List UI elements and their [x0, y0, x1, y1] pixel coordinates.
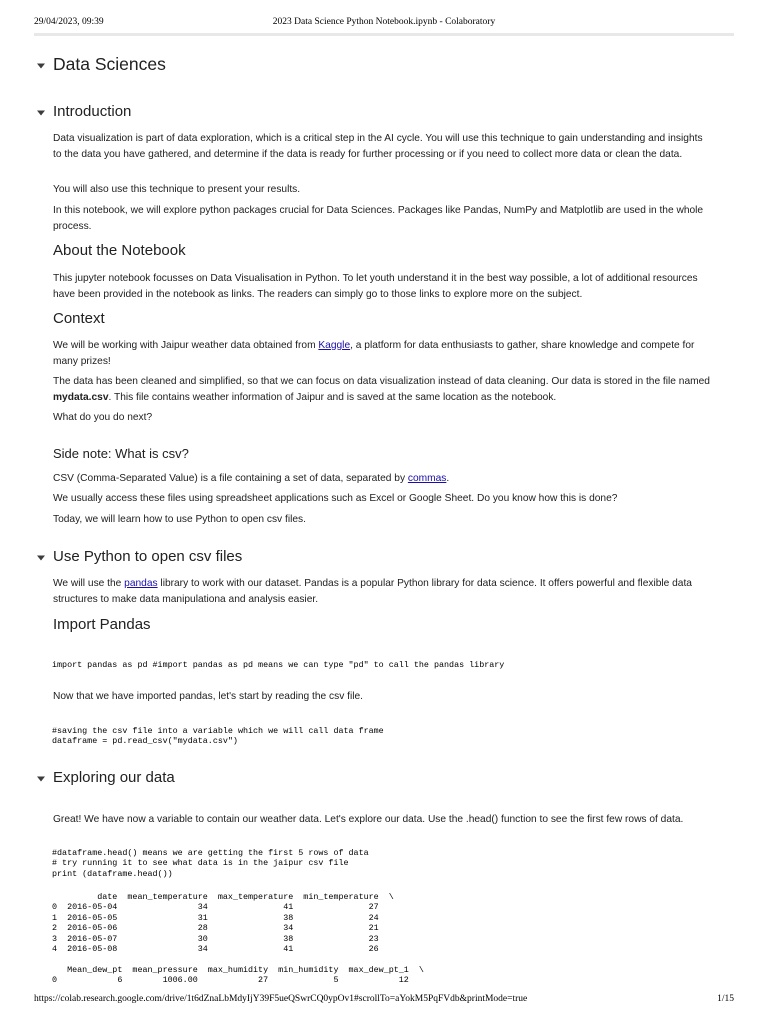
section-heading-introduction[interactable]: Introduction — [53, 103, 131, 120]
chevron-down-icon[interactable] — [37, 110, 45, 115]
chevron-down-icon[interactable] — [37, 555, 45, 560]
code-cell-read-csv[interactable]: #saving the csv file into a variable which we will call data frame dataframe = pd.read_csv("mydata.csv") — [52, 726, 384, 747]
side-note-paragraph-1: CSV (Comma-Separated Value) is a file containing a set of data, separated by commas. — [53, 473, 450, 484]
side-note-paragraph-3: Today, we will learn how to use Python to open csv files. — [53, 514, 306, 525]
heading-context: Context — [53, 310, 105, 327]
context-paragraph-1: We will be working with Jaipur weather data obtained from Kaggle, a platform for data enthusiasts to gather, share knowledge and compete for many prizes! — [53, 340, 695, 367]
kaggle-link[interactable]: Kaggle — [318, 340, 351, 351]
print-url: https://colab.research.google.com/drive/1t6dZnaLbMdyIjY39F5ueQSwrCQ0ypOv1#scrollTo=aYokM5PqFVdb&printMode=true — [34, 994, 528, 1004]
chevron-down-icon[interactable] — [37, 63, 45, 68]
introduction-paragraph-2: You will also use this technique to present your results. — [53, 184, 301, 195]
heading-import-pandas: Import Pandas — [53, 616, 151, 633]
import-pandas-paragraph: Now that we have imported pandas, let's start by reading the csv file. — [53, 691, 363, 702]
code-cell-head[interactable]: #dataframe.head() means we are getting the first 5 rows of data # try running it to see what data is in the jaipur csv file print (dataframe.head()) — [52, 848, 369, 879]
chevron-down-icon[interactable] — [37, 776, 45, 781]
exploring-paragraph: Great! We have now a variable to contain our weather data. Let's explore our data. Use the .head() function to see the first few rows of data. — [53, 814, 684, 825]
heading-about-notebook: About the Notebook — [53, 242, 186, 259]
section-heading-data-sciences[interactable]: Data Sciences — [53, 54, 166, 75]
print-title: 2023 Data Science Python Notebook.ipynb - Colaboratory — [272, 17, 496, 27]
context-paragraph-3: What do you do next? — [53, 412, 153, 423]
context-paragraph-2: The data has been cleaned and simplified, so that we can focus on data visualization instead of data cleaning. Our data is stored in the file named mydata.csv. This file contains weather information of Jaipur and is saved at the same location as the notebook. — [53, 376, 710, 403]
heading-side-note: Side note: What is csv? — [53, 446, 189, 461]
use-python-paragraph: We will use the pandas library to work with our dataset. Pandas is a popular Python library for data science. It offers powerful and flexible data structures to make data manipulationa and analysis easier. — [53, 578, 692, 605]
code-cell-output: date mean_temperature max_temperature min_temperature \ 0 2016-05-04 34 41 27 1 2016-05-05 31 38 24 2 2016-05-06 28 34 21 3 2016-05-07 30 38 23 4 2016-05-08 34 41 26 Mean_dew_pt mean_pressure max_humidity min_humidity max_dew_pt_1 \ 0 6 1006.00 27 5 12 — [52, 892, 424, 986]
section-heading-exploring[interactable]: Exploring our data — [53, 769, 175, 786]
about-paragraph: This jupyter notebook focusses on Data Visualisation in Python. To let youth understand it in the best way possible, a lot of additional resources have been provided in the notebook as links. The readers can simply go to those links to explore more on the subject. — [53, 273, 698, 300]
print-header — [34, 17, 734, 33]
introduction-paragraph-3: In this notebook, we will explore python packages crucial for Data Sciences. Packages like Pandas, NumPy and Matplotlib are used in the whole process. — [53, 205, 704, 232]
code-cell-import[interactable]: import pandas as pd #import pandas as pd means we can type "pd" to call the pandas library — [52, 660, 505, 670]
commas-link[interactable]: commas — [407, 473, 447, 484]
header-divider — [34, 33, 734, 36]
introduction-paragraph-1: Data visualization is part of data exploration, which is a critical step in the AI cycle. You will use this technique to gain understanding and insights to the data you have gathered, and determine if the data is ready for further processing or if you need to collect more data or clean the data. — [53, 133, 703, 160]
page-number: 1/15 — [717, 994, 734, 1004]
section-heading-use-python[interactable]: Use Python to open csv files — [53, 548, 242, 565]
print-date: 29/04/2023, 09:39 — [34, 17, 104, 27]
side-note-paragraph-2: We usually access these files using spreadsheet applications such as Excel or Google Sheet. Do you know how this is done? — [53, 493, 618, 504]
pandas-link[interactable]: pandas — [124, 578, 158, 589]
